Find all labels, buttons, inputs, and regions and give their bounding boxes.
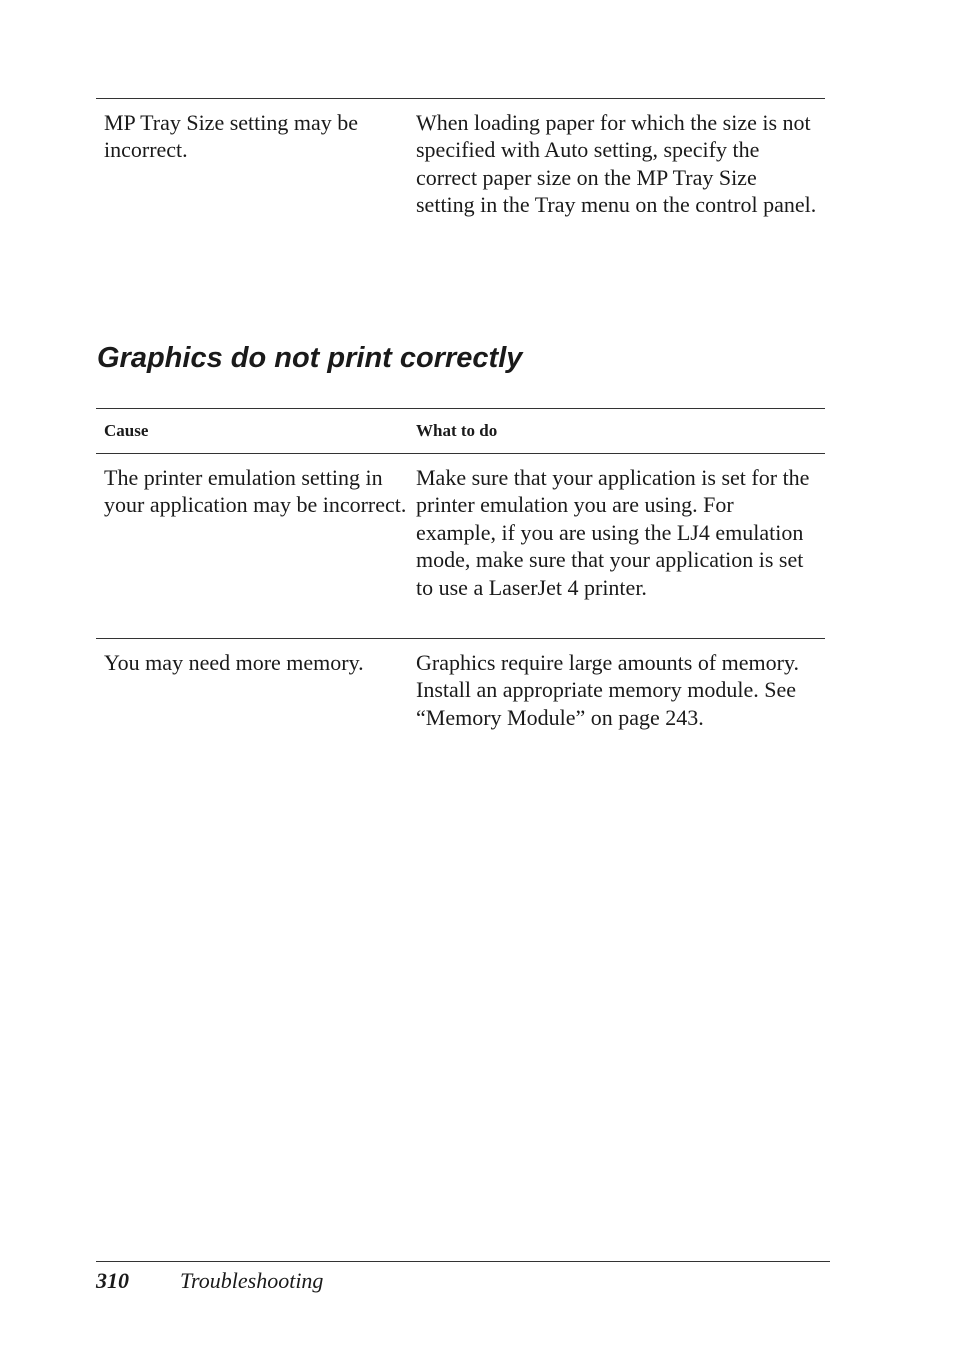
section-heading: Graphics do not print correctly [97,342,523,374]
page-number: 310 [96,1268,129,1293]
cause-cell: MP Tray Size setting may be incorrect. [104,110,359,163]
column-header-cause: Cause [104,421,149,440]
table-row [96,98,825,219]
graphics-troubleshooting-table [96,408,825,731]
table-row [96,638,825,731]
cause-cell: The printer emulation setting in your application may be incorrect. [104,465,407,518]
page-footer [96,1261,830,1295]
table-header-row [96,408,825,453]
cause-cell: You may need more memory. [104,650,364,675]
what-to-do-cell: Make sure that your application is set for the printer emulation you are using. For example, if you are using the LJ4 emulation mode, make sure that your application is set to use a LaserJet 4 printer. [416,465,810,600]
what-to-do-cell: Graphics require large amounts of memory. Install an appropriate memory module. See “Memory Module” on page 243. [416,650,800,730]
column-header-what-to-do: What to do [416,421,498,440]
continued-troubleshooting-table [96,98,825,219]
table-row [96,453,825,638]
chapter-title: Troubleshooting [180,1268,324,1293]
what-to-do-cell: When loading paper for which the size is not specified with Auto setting, specify the correct paper size on the MP Tray Size setting in the Tray menu on the control panel. [416,110,817,218]
